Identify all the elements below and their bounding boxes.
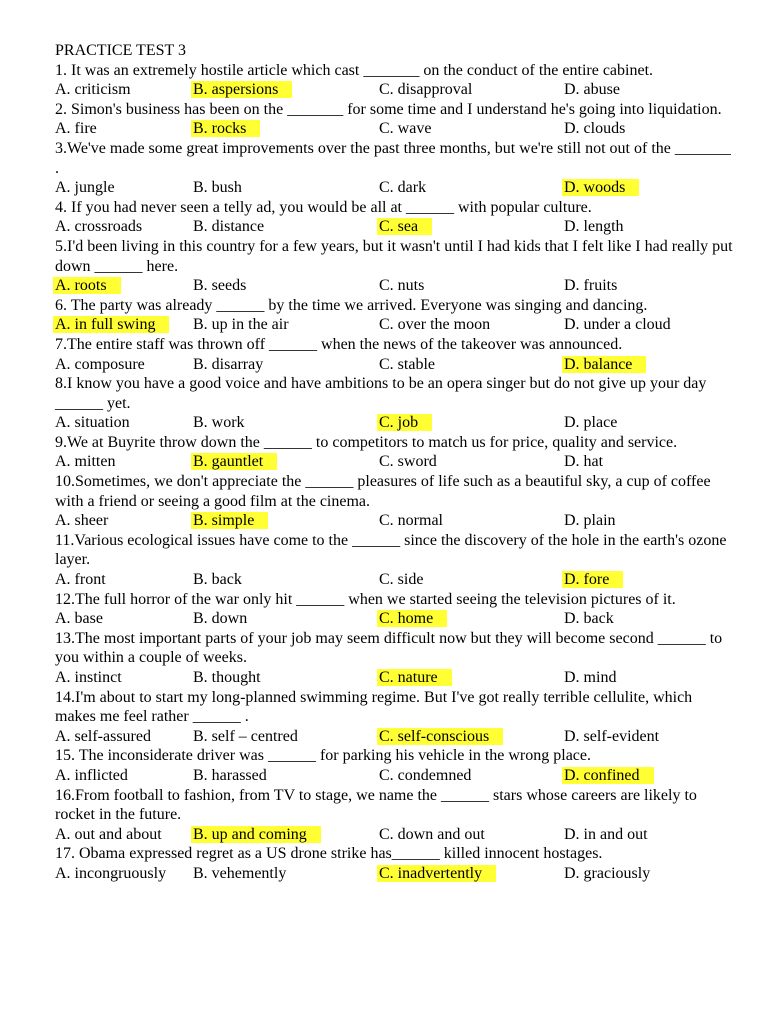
question-item xyxy=(55,100,735,139)
option-cell xyxy=(564,825,648,845)
highlighted-answer: D. fore xyxy=(562,571,623,588)
option-cell xyxy=(193,511,268,531)
answer-option: B. vehemently xyxy=(193,864,287,882)
answer-option: B. disarray xyxy=(193,355,264,373)
question-item xyxy=(55,590,735,629)
option-cell xyxy=(379,119,431,139)
answer-option: C. condemned xyxy=(379,766,472,784)
answer-option: C. over the moon xyxy=(379,316,491,334)
answer-option: A. mitten xyxy=(55,453,116,471)
highlighted-answer: D. woods xyxy=(562,179,639,196)
option-cell xyxy=(564,178,639,198)
answer-option: B. down xyxy=(193,610,248,628)
option-cell xyxy=(193,355,263,375)
answer-option: B. bush xyxy=(193,179,242,197)
answer-option: C. side xyxy=(379,571,424,589)
answer-option: C. sword xyxy=(379,453,437,471)
answer-option: A. incongruously xyxy=(55,864,167,882)
option-cell xyxy=(564,727,659,747)
answer-option: C. down and out xyxy=(379,825,485,843)
option-cell xyxy=(379,413,432,433)
option-cell xyxy=(193,452,277,472)
answer-option: C. stable xyxy=(379,355,435,373)
option-cell xyxy=(564,217,624,237)
answer-option: C. disapproval xyxy=(379,81,473,99)
question-stem: 1. It was an extremely hostile article which cast _______ on the conduct of the entire cabinet. xyxy=(55,61,654,79)
option-cell xyxy=(379,511,443,531)
answer-option: A. front xyxy=(55,571,106,589)
answer-option: C. dark xyxy=(379,179,427,197)
option-cell xyxy=(193,864,286,884)
question-item xyxy=(55,335,735,374)
answer-option: B. thought xyxy=(193,669,261,686)
option-cell xyxy=(564,511,616,531)
option-cell xyxy=(193,727,298,747)
option-cell xyxy=(564,452,603,472)
option-cell xyxy=(193,80,292,100)
option-cell xyxy=(379,668,452,688)
answer-option: D. in and out xyxy=(564,825,648,843)
question-stem: 5.I'd been living in this country for a few years, but it wasn't until I had kids that I felt like I had really put down ______ here. xyxy=(55,237,733,275)
answer-option: D. fruits xyxy=(564,277,618,295)
answer-option: B. back xyxy=(193,571,242,589)
question-stem: 8.I know you have a good voice and have ambitions to be an opera singer but do not give up your day ______ yet. xyxy=(55,375,707,412)
option-cell xyxy=(55,119,97,139)
option-cell xyxy=(379,864,496,884)
answer-option: A. self-assured xyxy=(55,727,151,745)
answer-options xyxy=(55,178,735,198)
answer-option: B. work xyxy=(193,414,245,432)
option-cell xyxy=(564,315,671,335)
option-cell xyxy=(379,355,435,375)
answer-options xyxy=(55,864,735,884)
highlighted-answer: A. in full swing xyxy=(53,316,169,333)
answer-option: D. clouds xyxy=(564,120,626,138)
option-cell xyxy=(55,413,130,433)
option-cell xyxy=(55,668,122,688)
highlighted-answer: C. home xyxy=(377,610,447,627)
answer-options xyxy=(55,668,735,688)
practice-test-page xyxy=(55,41,735,884)
question-item xyxy=(55,139,735,198)
option-cell xyxy=(564,276,617,296)
highlighted-answer: A. roots xyxy=(53,277,121,294)
answer-option: B. distance xyxy=(193,218,265,236)
answer-option: A. out and about xyxy=(55,825,162,843)
answer-option: D. under a cloud xyxy=(564,316,671,334)
answer-option: A. instinct xyxy=(55,669,122,686)
option-cell xyxy=(55,511,108,531)
option-cell xyxy=(55,727,151,747)
question-stem: 13.The most important parts of your job may seem difficult now but they will become second ______ to you within a couple of weeks. xyxy=(55,629,723,667)
answer-options xyxy=(55,315,735,335)
question-stem: 11.Various ecological issues have come to the ______ since the discovery of the hole in the earth's ozone layer. xyxy=(55,531,727,569)
question-item xyxy=(55,786,735,845)
question-list xyxy=(55,61,735,884)
option-cell xyxy=(55,217,142,237)
question-stem: 17. Obama expressed regret as a US drone strike has______ killed innocent hostages. xyxy=(55,845,603,863)
answer-option: A. jungle xyxy=(55,179,115,197)
option-cell xyxy=(193,570,242,590)
question-item xyxy=(55,237,735,296)
question-item xyxy=(55,844,735,883)
question-item xyxy=(55,688,735,747)
option-cell xyxy=(55,864,166,884)
option-cell xyxy=(564,355,646,375)
highlighted-answer: B. aspersions xyxy=(191,81,292,98)
question-item xyxy=(55,374,735,433)
question-item xyxy=(55,433,735,472)
option-cell xyxy=(193,315,289,335)
option-cell xyxy=(55,570,106,590)
option-cell xyxy=(55,178,115,198)
highlighted-answer: C. self-conscious xyxy=(377,728,503,745)
option-cell xyxy=(193,217,264,237)
answer-options xyxy=(55,217,735,237)
answer-option: D. self-evident xyxy=(564,727,660,745)
highlighted-answer: D. confined xyxy=(562,767,654,784)
option-cell xyxy=(379,452,437,472)
option-cell xyxy=(193,668,261,688)
highlighted-answer: C. job xyxy=(377,414,432,431)
option-cell xyxy=(193,413,245,433)
option-cell xyxy=(379,609,447,629)
option-cell xyxy=(379,80,472,100)
question-stem: 6. The party was already ______ by the time we arrived. Everyone was singing and dancing. xyxy=(55,296,648,314)
question-stem: 9.We at Buyrite throw down the ______ to competitors to match us for price, quality and service. xyxy=(55,433,678,451)
answer-options xyxy=(55,825,735,845)
answer-options xyxy=(55,119,735,139)
question-item xyxy=(55,61,735,100)
highlighted-answer: C. sea xyxy=(377,218,432,235)
answer-options xyxy=(55,511,735,531)
option-cell xyxy=(564,119,625,139)
answer-option: B. self – centred xyxy=(193,727,298,745)
option-cell xyxy=(379,178,426,198)
answer-option: B. seeds xyxy=(193,277,247,295)
option-cell xyxy=(564,864,650,884)
option-cell xyxy=(193,609,247,629)
option-cell xyxy=(193,119,260,139)
answer-option: A. crossroads xyxy=(55,218,143,236)
answer-option: D. back xyxy=(564,610,614,628)
option-cell xyxy=(55,315,169,335)
option-cell xyxy=(55,276,121,296)
answer-option: A. composure xyxy=(55,355,145,373)
answer-options xyxy=(55,80,735,100)
highlighted-answer: B. simple xyxy=(191,512,268,529)
question-stem: 2. Simon's business has been on the _______ for some time and I understand he's going into liquidation. xyxy=(55,100,722,118)
page-title: PRACTICE TEST 3 xyxy=(55,42,186,59)
answer-option: B. up in the air xyxy=(193,316,289,334)
option-cell xyxy=(55,80,131,100)
answer-options xyxy=(55,452,735,472)
question-item xyxy=(55,472,735,531)
highlighted-answer: C. inadvertently xyxy=(377,865,496,882)
option-cell xyxy=(379,727,503,747)
highlighted-answer: B. gauntlet xyxy=(191,453,277,470)
answer-options xyxy=(55,609,735,629)
option-cell xyxy=(379,276,424,296)
answer-option: D. length xyxy=(564,218,624,236)
answer-option: D. hat xyxy=(564,453,604,471)
question-stem: 12.The full horror of the war only hit ______ when we started seeing the television pictures of it. xyxy=(55,590,676,608)
answer-option: D. place xyxy=(564,414,618,432)
answer-option: A. sheer xyxy=(55,512,109,530)
answer-options xyxy=(55,727,735,747)
answer-option: A. criticism xyxy=(55,81,131,99)
question-stem: 10.Sometimes, we don't appreciate the ______ pleasures of life such as a beautiful sky, a cup of coffee with a friend or seeing a good film at the cinema. xyxy=(55,473,711,510)
answer-options xyxy=(55,355,735,375)
option-cell xyxy=(379,825,485,845)
highlighted-answer: C. nature xyxy=(377,669,452,686)
option-cell xyxy=(55,609,103,629)
answer-options xyxy=(55,570,735,590)
option-cell xyxy=(379,570,423,590)
question-stem: 7.The entire staff was thrown off ______ when the news of the takeover was announced. xyxy=(55,335,623,353)
answer-option: A. situation xyxy=(55,414,130,432)
answer-option: C. wave xyxy=(379,120,432,138)
answer-option: A. fire xyxy=(55,120,97,138)
option-cell xyxy=(193,178,242,198)
question-item xyxy=(55,198,735,237)
option-cell xyxy=(379,766,471,786)
question-item xyxy=(55,746,735,785)
option-cell xyxy=(564,570,623,590)
answer-option: C. normal xyxy=(379,512,443,530)
option-cell xyxy=(564,413,617,433)
option-cell xyxy=(193,276,246,296)
option-cell xyxy=(564,766,654,786)
answer-options xyxy=(55,413,735,433)
option-cell xyxy=(193,766,267,786)
highlighted-answer: B. up and coming xyxy=(191,826,321,843)
option-cell xyxy=(55,452,115,472)
answer-options xyxy=(55,766,735,786)
question-stem: 16.From football to fashion, from TV to stage, we name the ______ stars whose careers are likely to rocket in the future. xyxy=(55,786,697,824)
answer-option: D. mind xyxy=(564,669,617,686)
question-item xyxy=(55,629,735,688)
option-cell xyxy=(55,766,128,786)
question-stem: 4. If you had never seen a telly ad, you would be all at ______ with popular culture. xyxy=(55,198,592,216)
highlighted-answer: D. balance xyxy=(562,356,646,373)
answer-option: B. harassed xyxy=(193,766,267,784)
question-item xyxy=(55,531,735,590)
question-stem: 14.I'm about to start my long-planned swimming regime. But I've got really terrible cellulite, which makes me feel rather ______ . xyxy=(55,688,693,726)
answer-option: D. abuse xyxy=(564,81,620,99)
answer-option: D. plain xyxy=(564,512,616,530)
answer-option: A. inflicted xyxy=(55,766,128,784)
answer-option: A. base xyxy=(55,610,103,628)
question-item xyxy=(55,296,735,335)
answer-option: C. nuts xyxy=(379,277,425,295)
option-cell xyxy=(193,825,321,845)
option-cell xyxy=(379,315,490,335)
question-stem: 3.We've made some great improvements over the past three months, but we're still not out of the _______ . xyxy=(55,139,731,177)
option-cell xyxy=(564,609,614,629)
option-cell xyxy=(564,80,620,100)
option-cell xyxy=(55,355,145,375)
highlighted-answer: B. rocks xyxy=(191,120,260,137)
option-cell xyxy=(564,668,616,688)
option-cell xyxy=(55,825,162,845)
option-cell xyxy=(379,217,432,237)
answer-option: D. graciously xyxy=(564,864,651,882)
answer-options xyxy=(55,276,735,296)
question-stem: 15. The inconsiderate driver was ______ for parking his vehicle in the wrong place. xyxy=(55,747,591,765)
